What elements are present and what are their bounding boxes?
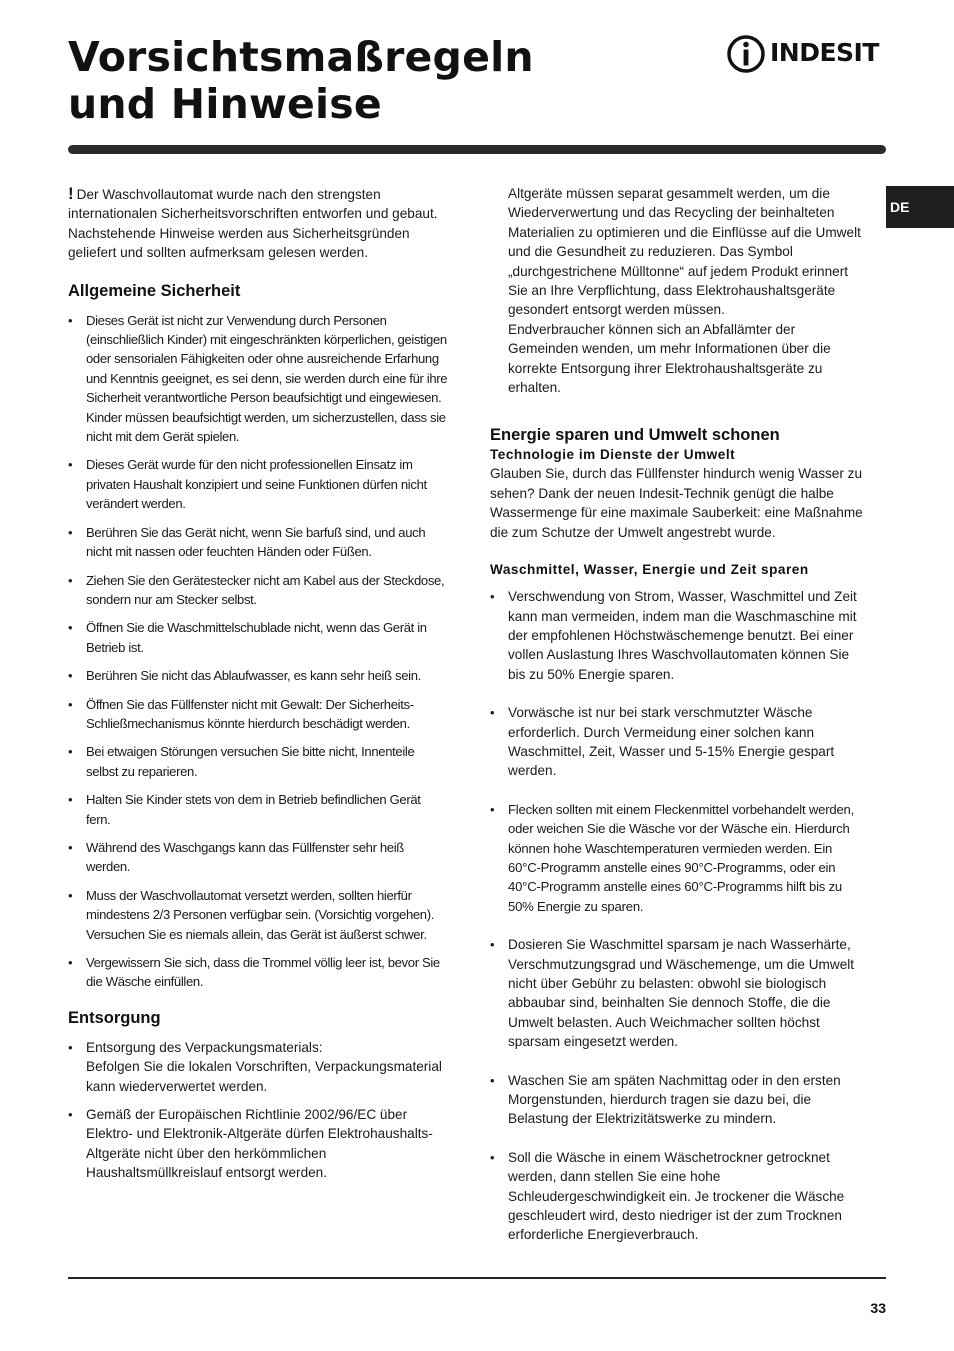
general-safety-list <box>68 311 448 992</box>
disposal-continued <box>490 184 868 397</box>
heading-general-safety: Allgemeine Sicherheit <box>68 281 241 300</box>
footer-divider <box>68 1277 886 1279</box>
disposal-item1-title: • Entsorgung des Verpackungsmaterials: <box>86 1039 323 1055</box>
list-item: • Berühren Sie nicht das Ablaufwasser, es kann sehr heiß sein. <box>68 666 448 685</box>
indesit-logo <box>726 32 888 76</box>
list-item: • Berühren Sie das Gerät nicht, wenn Sie barfuß sind, und auch nicht mit nassen oder feuchten Händen oder Füßen. <box>68 523 448 562</box>
intro-paragraph <box>68 184 448 263</box>
list-item: • Dieses Gerät ist nicht zur Verwendung durch Personen (einschließlich Kinder) mit eingeschränkten körperlichen, geistigen oder sensorialen Fähigkeiten oder ohne ausreichende Erfarhung und Kenntnis geeignet, es sei denn, sie werden durch eine für ihre Sicherheit verantwortliche Person beaufsichtigt und eingewiesen. Kinder müssen beaufsichtigt werden, um sicherzustellen, dass sie nicht mit dem Gerät spielen. <box>68 311 448 447</box>
list-item: • Flecken sollten mit einem Fleckenmittel vorbehandelt werden, oder weichen Sie die Wäsche vor der Wäsche ein. Hierdurch können hohe Waschtemperaturen vermieden werden. Ein 60°C-Programm anstelle eines 90°C-Programms, oder ein 40°C-Programm anstelle eines 60°C-Programms hilft bis zu 50% Energie zu sparen. <box>490 800 868 916</box>
subheading-technology: Technologie im Dienste der Umwelt <box>490 447 736 463</box>
list-item: • Vergewissern Sie sich, dass die Trommel völlig leer ist, bevor Sie die Wäsche einfüllen. <box>68 953 448 992</box>
warning-mark: ! <box>68 184 74 203</box>
energy-intro-text: Glauben Sie, durch das Füllfenster hindurch wenig Wasser zu sehen? Dank der neuen Indesit-Technik genügt die halbe Wassermenge für eine maximale Sauberkeit: eine Maßnahme die zum Schutze der Umwelt angestrebt wurde. <box>490 466 863 540</box>
list-item: • Dieses Gerät wurde für den nicht professionellen Einsatz im privaten Haushalt konzipiert und seine Funktionen dürfen nicht verändert werden. <box>68 455 448 513</box>
list-item: • Verschwendung von Strom, Wasser, Waschmittel und Zeit kann man vermeiden, indem man die Waschmaschine mit der empfohlenen Höchstwäschemenge benutzt. Bei einer vollen Auslastung Ihres Waschvollautomaten können Sie bis zu 50% Energie sparen. <box>490 587 868 684</box>
heading-energy: Energie sparen und Umwelt schonen <box>490 426 780 445</box>
language-tab: DE <box>886 186 954 228</box>
list-item: • Dosieren Sie Waschmittel sparsam je nach Wasserhärte, Verschmutzungsgrad und Wäschemenge, um die Umwelt nicht über Gebühr zu belasten: obwohl sie biologisch abbaubar sind, beinhalten Sie dennoch Stoffe, die die Umwelt belasten. Auch Weichmacher sollten höchst sparsam eingesetzt werden. <box>490 935 868 1051</box>
left-column <box>68 184 448 1183</box>
list-item: • Muss der Waschvollautomat versetzt werden, sollten hierfür mindestens 2/3 Personen verfügbar sein. (Vorsichtig vorgehen). Versuchen Sie es niemals allein, das Gerät ist äußerst schwer. <box>68 886 448 944</box>
energy-saving-list <box>490 587 868 1245</box>
heading-disposal: Entsorgung <box>68 1008 161 1027</box>
list-item: • Bei etwaigen Störungen versuchen Sie bitte nicht, Innenteile selbst zu reparieren. <box>68 742 448 781</box>
right-column <box>490 184 868 1245</box>
brand-name: INDESIT <box>770 38 879 67</box>
list-item: • Ziehen Sie den Gerätestecker nicht am Kabel aus der Steckdose, sondern nur am Stecker selbst. <box>68 571 448 610</box>
disposal-item1-text: Befolgen Sie die lokalen Vorschriften, Verpackungsmaterial kann wiederverwertet werden. <box>86 1059 442 1094</box>
list-item: • Während des Waschgangs kann das Füllfenster sehr heiß werden. <box>68 838 448 877</box>
list-item: • Öffnen Sie die Waschmittelschublade nicht, wenn das Gerät in Betrieb ist. <box>68 618 448 657</box>
page-title-line1: Vorsichtsmaßregeln <box>68 33 534 81</box>
list-item: • Vorwäsche ist nur bei stark verschmutzter Wäsche erforderlich. Durch Vermeidung einer solchen kann Waschmittel, Zeit, Wasser und 5-15% Energie gespart werden. <box>490 703 868 781</box>
page-title <box>68 34 534 128</box>
list-item <box>68 1038 448 1096</box>
disposal-continued-p2: Endverbraucher können sich an Abfallämter der Gemeinden wenden, um mehr Informationen über die korrekte Entsorgung ihrer Elektrohaushaltsgeräte zu erhalten. <box>508 321 831 396</box>
list-item: • Öffnen Sie das Füllfenster nicht mit Gewalt: Der Sicherheits-Schließmechanismus könnte hierdurch beschädigt werden. <box>68 695 448 734</box>
subheading-saving: Waschmittel, Wasser, Energie und Zeit sparen <box>490 562 809 578</box>
disposal-continued-p1: Altgeräte müssen separat gesammelt werden, um die Wiederverwertung und das Recycling der beinhalteten Materialien zu optimieren und die Einflüsse auf die Umwelt und die Gesundheit zu reduzieren. Das Symbol „durchgestrichene Mülltonne“ auf jedem Produkt erinnert Sie an Ihre Verpflichtung, dass Elektrohaushaltsgeräte gesondert entsorgt werden müssen. <box>508 186 861 318</box>
intro-text: Der Waschvollautomat wurde nach den strengsten internationalen Sicherheitsvorschriften entworfen und gebaut. Nachstehende Hinweise werden aus Sicherheitsgründen geliefert und sollten aufmerksam gelesen werden. <box>68 187 438 261</box>
header-divider <box>68 145 886 154</box>
indesit-i-mark-icon <box>726 32 766 76</box>
list-item: • Soll die Wäsche in einem Wäschetrockner getrocknet werden, dann stellen Sie eine hohe Schleudergeschwindigkeit ein. Je trockener die Wäsche geschleudert wird, desto niedriger ist der zum Trocknen erforderliche Energieverbrauch. <box>490 1148 868 1245</box>
page-number: 33 <box>870 1300 886 1316</box>
list-item: • Halten Sie Kinder stets von dem in Betrieb befindlichen Gerät fern. <box>68 790 448 829</box>
list-item: • Waschen Sie am späten Nachmittag oder in den ersten Morgenstunden, hierdurch tragen sie dazu bei, die Belastung der Elektrizitätswerke zu mindern. <box>490 1071 868 1129</box>
list-item: • Gemäß der Europäischen Richtlinie 2002/96/EC über Elektro- und Elektronik-Altgeräte dürfen Elektrohaushalts-Altgeräte nicht über den herkömmlichen Haushaltsmüllkreislauf entsorgt werden. <box>68 1105 448 1183</box>
page-title-line2: und Hinweise <box>68 80 382 128</box>
disposal-list <box>68 1038 448 1183</box>
